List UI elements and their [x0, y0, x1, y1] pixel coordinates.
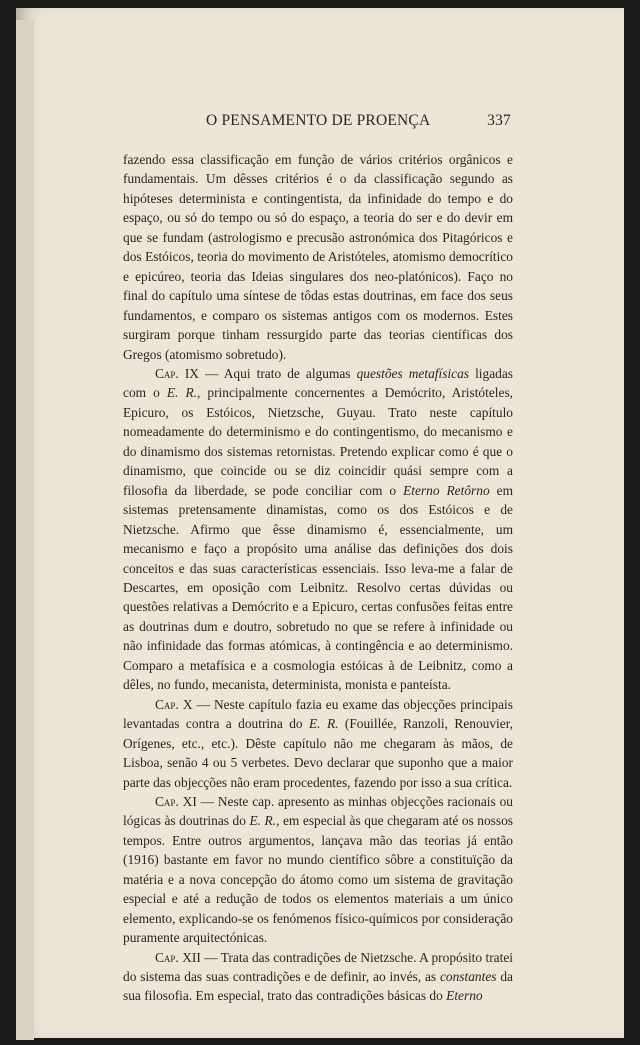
- text-run: , principalmente concernentes a Demócrito, Aristóteles, Epicuro, os Estóicos, Nietzsche, Guyau. Trato neste capítulo nomeadamente do determinismo e do contingentismo, do mecanismo e do dinamismo dos sistemas retornistas. Pretendo explicar como é que o dinamismo, que coincide ou se diz coincidir quási sempre com a filosofia da liberdade, se pode conciliar com o: [123, 385, 514, 498]
- chapter-label: Cap. X: [155, 696, 193, 712]
- italic-run: E. R.: [309, 716, 339, 732]
- chapter-label: Cap. IX: [155, 365, 199, 381]
- chapter-label: Cap. XI: [155, 793, 197, 809]
- paragraph-cap-ix: [123, 364, 513, 695]
- text-run: em sistemas pretensamente dinamistas, como os dos Estóicos e de Nietzsche. Afirmo que êsse dinamismo é, essencialmente, um mecanismo e faço a propósito uma análise das definições dos dois conceitos e das suas características essenciais. Isso leva-me a falar de Descartes, em oposição com Leibnitz. Resolvo certas dúvidas ou questões relativas a Demócrito e a Epicuro, certas confusões feitas entre as doutrinas dum e doutro, sobretudo no que se refere à infinidade ou não infinidade das formas atómicas, à contingência e ao determinismo. Comparo a metafísica e a cosmologia estóicas à de Leibnitz, como a dêles, no fundo, mecanista, determinista, monista e panteísta.: [123, 482, 513, 693]
- paragraph-cap-xii: [123, 948, 513, 1006]
- text-run: (Fouillée, Ranzoli, Renouvier, Orígenes, etc., etc.). Dêste capítulo não me chegaram às mãos, de Lisboa, senão 4 ou 5 verbetes. Devo declarar que suponho que a maior parte das objecções não eram procedentes, fazendo por isso a sua crítica.: [123, 716, 513, 790]
- text-run: ligadas com o: [123, 365, 514, 401]
- text-run: fazendo essa classificação em função de vários critérios orgânicos e fundamentais. Um dêsses critérios é o da classificação segundo as hipóteses determinista e contingentista, da infinidade do tempo e do espaço, ou só do tempo ou só do espaço, a teoria do ser e do devir em que se fundam (astrologismo e precusão astronómica dos Pitagóricos e dos Estóicos, teoria do movimento de Aristóteles, atomismo democrítico e epicúreo, teoria das Ideias singulares dos neo-platónicos). Faço no final do capítulo uma síntese de tôdas estas doutrinas, em face dos seus fundamentos, e comparo os sistemas antigos com os modernos. Estes surgiram porque tinham ressurgido parte das teorias científicas dos Gregos (atomismo sobretudo).: [123, 152, 513, 362]
- paragraph-cap-x: [123, 695, 513, 792]
- text-run: — Trata das contradições de Nietzsche. A propósito tratei do sistema das suas contradições e de definir, ao invés, as: [123, 949, 513, 985]
- text-run: da sua filosofia. Em especial, trato das contradições básicas do: [123, 969, 513, 1004]
- running-title: O PENSAMENTO DE PROENÇA: [206, 112, 431, 129]
- italic-run: Eterno Retôrno: [403, 482, 490, 498]
- text-run: — Neste cap. apresento as minhas objecções racionais ou lógicas às doutrinas do: [123, 793, 513, 829]
- page-gutter-shadow: [16, 20, 34, 1040]
- italic-run: Eterno: [446, 988, 483, 1004]
- text-run: — Aqui trato de algumas: [198, 365, 357, 381]
- italic-run: constantes: [439, 969, 497, 985]
- text-run: , em especial às que chegaram até os nossos tempos. Entre outros argumentos, lançava mão das teorias já então (1916) bastante em favor no mundo científico sôbre a constituïção da matéria e a nova concepção do átomo como um sistema de gravitação especial e até a redução de todos os elementos materiais a um único elemento, explicando-se os fenómenos físico-químicos por consideração puramente arquitectónicas.: [123, 813, 514, 946]
- italic-run: E. R.: [249, 813, 277, 829]
- page-number: 337: [487, 112, 511, 129]
- italic-run: questões metafísicas: [356, 365, 470, 381]
- italic-run: E. R.: [166, 385, 197, 401]
- running-header: [206, 112, 511, 134]
- paragraph-intro: [123, 150, 513, 364]
- text-run: — Neste capítulo fazia eu exame das objecções principais levantadas contra a doutrina do: [123, 696, 513, 732]
- chapter-label: Cap. XII: [155, 949, 201, 965]
- paragraph-cap-xi: [123, 792, 513, 948]
- body-text: [123, 150, 513, 1006]
